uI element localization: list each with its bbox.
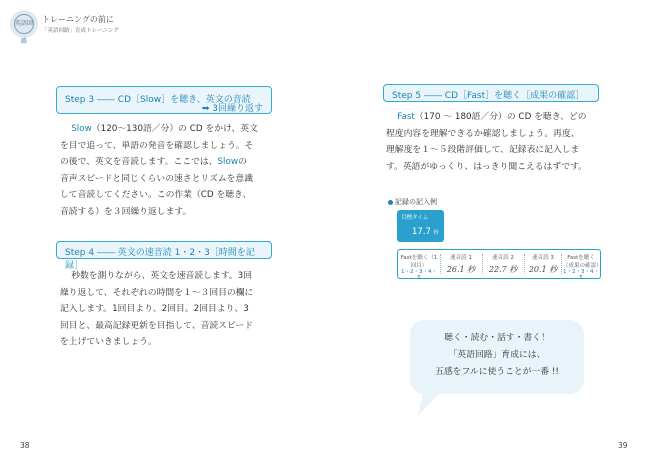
running-head-title: トレーニングの前に — [42, 15, 114, 24]
record-cell: 速音読 2 22.7 秒 — [488, 255, 518, 274]
body-line: 程度内容を理解できるか確認しましょう。再度、 — [386, 128, 580, 139]
body-line: す。英語がゆっくり、はっきり聞こえるはずです。 — [386, 161, 588, 172]
bullet-dot-icon — [388, 200, 393, 205]
body-line: Slow（120～130語／分）の CD をかけ、英文 — [71, 124, 258, 134]
record-cell: Fastを聴く（成果の確認） 1・2・3・4・5 — [563, 255, 602, 281]
target-time-value: 17.7 秒 — [412, 227, 439, 237]
body-line: 理解度を１～５段階評価して、記録表に記入しま — [386, 145, 580, 155]
record-cell: 速音読 3 20.1 秒 — [528, 255, 558, 274]
logo-text: 英語回路 — [14, 14, 34, 34]
running-head-subtitle: 「英語回路」育成トレーニング — [42, 28, 119, 34]
body-line: して音読してください。この作業（CD を聴き、 — [60, 190, 252, 200]
step5-title: Step 5 ―― CD［Fast］を聴く［成果の確認］ — [392, 91, 585, 101]
step3-subtitle: ➡ 3回繰り返す — [201, 104, 263, 114]
record-cell: 速音読 1 26.1 秒 — [446, 255, 476, 274]
step5-body — [386, 109, 600, 175]
body-line: 回目と、最高記録更新を目指して、音読スピード — [60, 320, 254, 331]
step4-title: Step 4 ―― 英文の速音読 1・2・3［時間を記録］ — [65, 248, 255, 271]
body-line: 音声スピードと同じくらいの速さとリズムを意識 — [60, 173, 254, 184]
target-time-label: 目標タイム — [401, 215, 429, 221]
page-number-right: 39 — [618, 441, 628, 450]
body-line: の後で、英文を音読します。ここでは、Slowの — [60, 157, 247, 167]
step3-body — [60, 121, 270, 220]
step3-heading-box — [56, 86, 272, 114]
body-line: を上げていきましょう。 — [60, 337, 157, 347]
bubble-tail — [418, 380, 458, 420]
target-time-box — [397, 210, 444, 242]
body-line: 繰り返して、それぞれの時間を１～３回目の欄に — [60, 287, 254, 298]
step4-heading-box — [56, 241, 272, 271]
record-cell: Fastを聴く（1回目） 1・2・3・4・5 — [400, 255, 438, 281]
bubble-text: 聴く・読む・話す・書く！ 「英語回路」育成には、 五感をフルに使うことが一番 !! — [435, 333, 559, 377]
body-line: 音読する）を３回繰り返します。 — [60, 206, 192, 217]
record-example-label: 記録の記入例 — [388, 197, 437, 207]
page-number-left: 38 — [20, 441, 30, 450]
record-table — [397, 249, 601, 279]
body-line: 記入します。1回目より、2回目。2回目より、3 — [60, 304, 249, 314]
body-line: 秒数を測りながら、英文を速音読します。3回 — [71, 271, 253, 281]
body-line: Fast（170 ～ 180語／分）の CD を聴き、どの — [397, 112, 587, 122]
body-line: を目で追って、単語の発音を確認しましょう。そ — [60, 140, 254, 151]
step3-title: Step 3 ―― CD［Slow］を聴き、英文の音読 — [65, 95, 251, 105]
step5-heading-box — [383, 84, 599, 102]
book-logo — [10, 10, 38, 45]
step4-body — [60, 268, 270, 351]
